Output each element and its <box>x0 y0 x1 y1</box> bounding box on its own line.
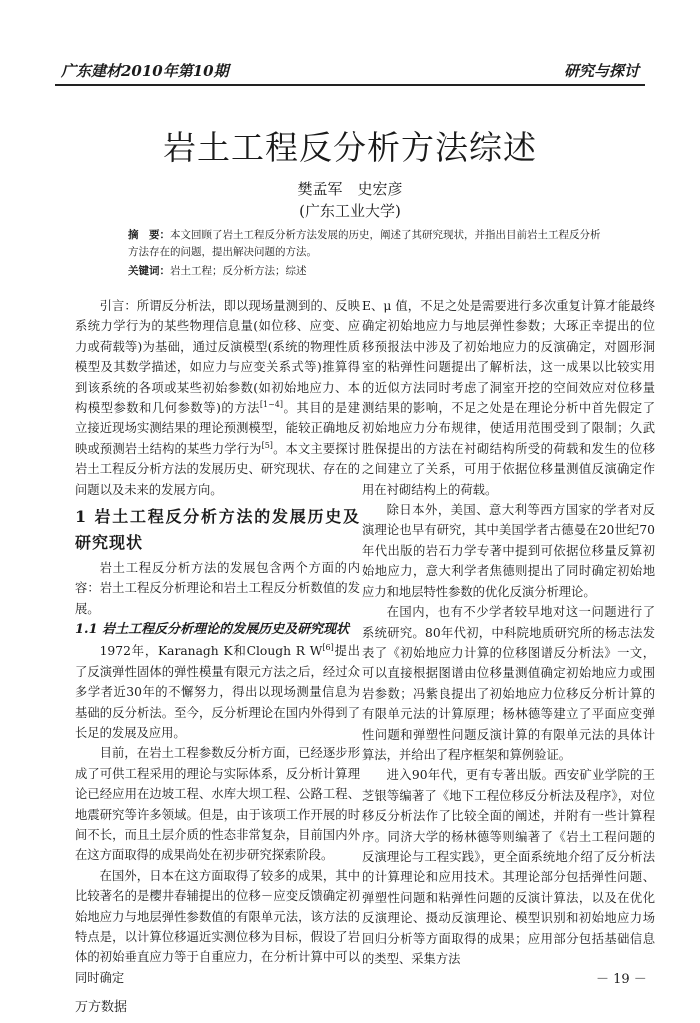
paragraph-text: 1972年，Karanagh K和Clough R W <box>99 644 323 659</box>
intro-text-2: 。其目的是建立接近现场实测结果的理论预测模型，能较正确地反映或预测岩土结构的某些力学行为 <box>75 401 360 456</box>
citation: [1~4] <box>259 399 284 409</box>
keywords-text: 岩土工程；反分析方法；综述 <box>170 265 307 277</box>
paragraph: 目前，在岩土工程参数反分析方面，已经逐步形成了可供工程采用的理论与实际体系，反分析计算理论已经应用在边坡工程、水库大坝工程、公路工程、地震研究等许多领域。但是，由于该项工作开展的时间不长，而且土层介质的性态非常复杂，目前国内外在这方面取得的成果尚处在初步研究探索阶段。 <box>75 746 360 863</box>
watermark: 万方数据 <box>75 1000 128 1015</box>
section-name: 研究与探讨 <box>563 62 639 80</box>
paragraph: 除日本外，美国、意大利等西方国家的学者对反演理论也早有研究，其中美国学者古德曼在20世纪70年代出版的岩石力学专著中提到可依据位移量反算初始地应力，意大利学者焦德则提出了同时确定初始地应力和地层特性参数的优化反演分析理论。 <box>362 503 655 599</box>
paragraph: 在国内，也有不少学者较早地对这一问题进行了系统研究。80年代初，中科院地质研究所的杨志法发表了《初始地应力计算的位移图谱反分析法》一文，可以直接根据图谱由位移量测值确定初始地应力或围岩参数；冯紫良提出了初始地应力位移反分析计算的有限单元法的计算原理；杨林德等建立了平面应变弹性问题和弹塑性问题反演计算的有限单元法的具体计算法，并给出了程序框架和算例验证。 <box>362 605 655 762</box>
page-number: － 19 － <box>596 972 647 987</box>
keywords <box>128 263 603 280</box>
paragraph-text-2: 提出了反演弹性固体的弹性模量有限元方法之后，经过众多学者近30年的不懈努力，得出以现场测量信息为基础的反分析法。至今，反分析理论在国内外得到了长足的发展及应用。 <box>75 644 360 740</box>
paragraph: 在国外，日本在这方面取得了较多的成果，其中比较著名的是樱井春辅提出的位移－应变反馈确定初始地应力与地层弹性参数值的有限单元法，该方法的特点是，以计算位移逼近实测位移为目标，假设了岩体的初始垂直应力等于自重应力，在分析计算中可以同时确定 <box>75 868 360 985</box>
header-rule <box>55 84 645 86</box>
right-column <box>362 296 655 969</box>
subsection-heading-1-1: 1.1 岩土工程反分析理论的发展历史及研究现状 <box>75 622 350 638</box>
left-column <box>75 296 360 988</box>
citation: [6] <box>322 643 334 653</box>
intro-paragraph <box>75 296 360 500</box>
paragraph <box>75 641 360 743</box>
paragraph: 进入90年代，更有专著出版。西安矿业学院的王芝银等编著了《地下工程位移反分析法及程序》，对位移反分析法作了比较全面的阐述，并附有一些计算程序。同济大学的杨林德等则编著了《岩土工程问题的反演理论与工程实践》，更全面系统地介绍了反分析法的计算理论和应用技术。其理论部分包括弹性问题、弹塑性问题和粘弹性问题的反演计算法，以及在优化反演理论、摄动反演理论、模型识别和初始地应力场回归分析等方面取得的成果；应用部分包括基础信息的类型、采集方法 <box>362 768 655 966</box>
intro-text: 引言：所谓反分析法，即以现场量测到的、反映系统力学行为的某些物理信息量(如位移、应变、应力或荷载等)为基础，通过反演模型(系统的物理性质模型及其数学描述，如应力与应变关系式等)推算得到该系统的各项或某些初始参数(如初始地应力、本构模型参数和几何参数等)的方法 <box>75 299 360 416</box>
paper-title: 岩土工程反分析方法综述 <box>163 128 537 167</box>
section-heading-1: 1 岩土工程反分析方法的发展历史及研究现状 <box>75 507 360 553</box>
citation: [5] <box>261 440 273 450</box>
authors: 樊孟军 史宏彦 <box>297 180 403 198</box>
abstract-label: 摘 要： <box>128 229 170 241</box>
keywords-label: 关键词： <box>128 265 170 277</box>
intro-text-3: 。本文主要探讨岩土工程反分析方法的发展历史、研究现状、存在的问题以及未来的发展方向。 <box>75 441 360 497</box>
paragraph-continued: E、μ 值，不足之处是需要进行多次重复计算才能最终确定初始地应力与地层弹性参数；大琢正幸提出的位移预报法中涉及了初始地应力的反演确定，对圆形洞室的粘弹性问题提出了解析法，这一成果以比较实用的近似方法同时考虑了洞室开挖的空间效应对位移量测结果的影响，不足之处是在理论分析中首先假定了初始地应力分布规律，使适用范围受到了限制；久武胜保提出的方法在衬砌结构所受的荷载和发生的位移之间建立了关系，可用于依据位移量测值反演确定作用在衬砌结构上的荷载。 <box>362 299 655 497</box>
abstract <box>128 227 603 261</box>
abstract-text: 本文回顾了岩土工程反分析方法发展的历史，阐述了其研究现状，并指出目前岩土工程反分析方法存在的问题，提出解决问题的方法。 <box>128 229 601 258</box>
affiliation: (广东工业大学) <box>299 202 401 220</box>
journal-name: 广东建材2010年第10期 <box>61 62 229 80</box>
paragraph: 岩土工程反分析方法的发展包含两个方面的内容：岩土工程反分析理论和岩土工程反分析数值的发展。 <box>75 561 360 616</box>
running-header <box>55 58 645 84</box>
